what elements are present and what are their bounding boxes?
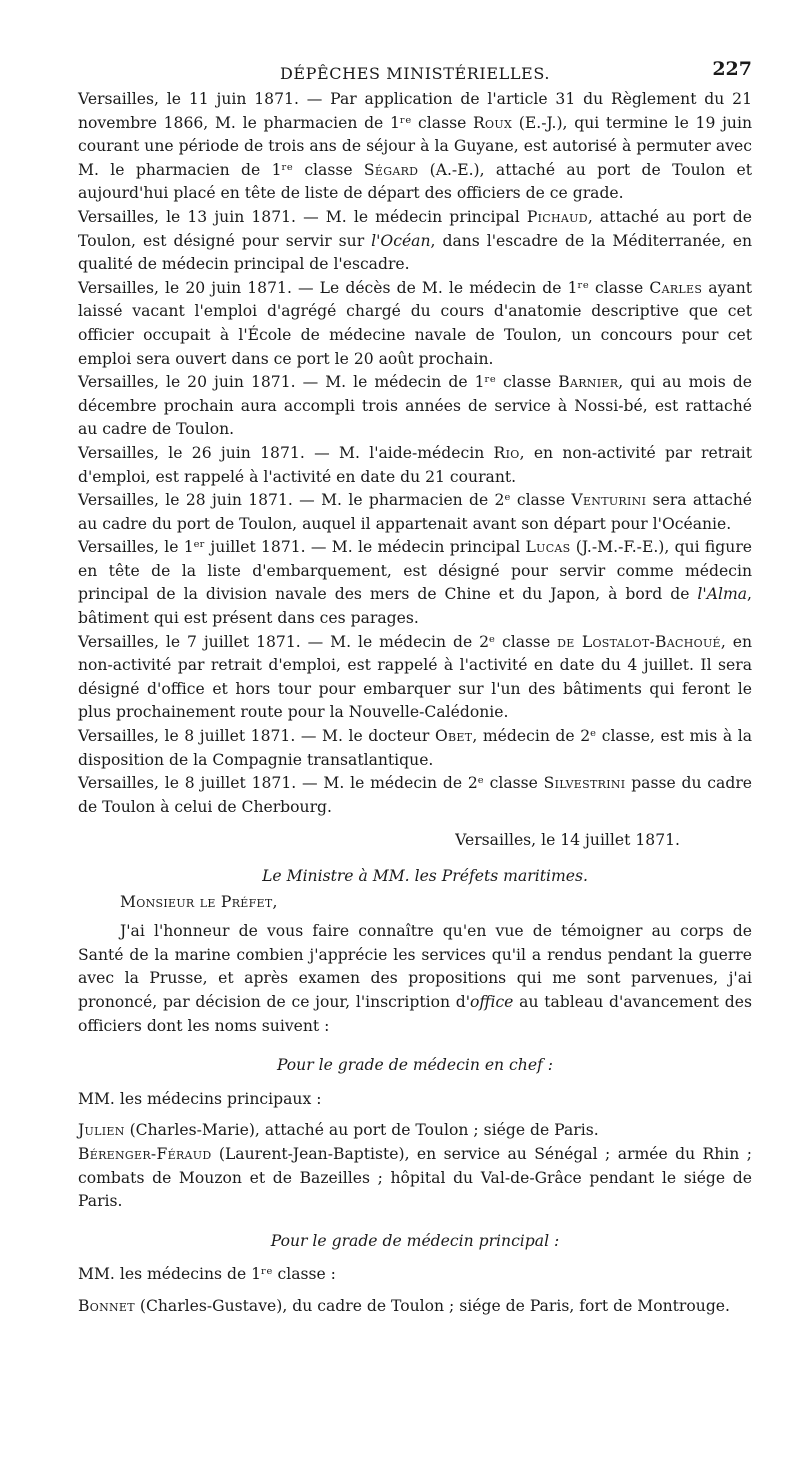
entry-date: Versailles, le 7 juillet 1871. — [78, 632, 301, 651]
entry-name: Barnier — [558, 373, 619, 392]
entry-date: Versailles, le 26 juin 1871. — [78, 443, 305, 462]
entry-text: — M. l'aide-médecin — [314, 443, 494, 462]
entry-name: Lucas — [525, 538, 571, 557]
letter-salutation: Monsieur le Préfet, — [120, 892, 278, 911]
entry-name: Carles — [649, 278, 703, 297]
dispatch-entry — [78, 772, 752, 819]
entry-name: de Lostalot-Bachoué — [557, 632, 721, 651]
officer-name: Bérenger-Féraud — [78, 1144, 212, 1163]
entry-text: — M. le médecin principal — [303, 207, 527, 226]
entry-text: passe du cadre de Toulon à celui de Cherbourg. — [78, 774, 753, 816]
officer-name: Julien — [78, 1121, 125, 1140]
entry-text: , qui au mois de décembre prochain aura accompli trois années de service à Nossi-bé, est rattaché au cadre de Toulon. — [78, 373, 752, 439]
page-header — [78, 58, 752, 88]
entry-date: Versailles, le 13 juin 1871. — [78, 207, 296, 226]
entry-text: — M. le médecin de 1ʳᵉ classe — [302, 373, 559, 392]
entry-text: — Par application de l'article 31 du Règlement du 21 novembre 1866, M. le pharmacien de 1ʳᵉ classe — [78, 90, 752, 132]
officer-name: Bonnet — [78, 1296, 135, 1315]
entry-text: , attaché au port de Toulon, est désigné pour servir sur — [78, 207, 752, 250]
dispatch-entry — [78, 442, 752, 489]
entry-date: Versailles, le 11 juin 1871. — [78, 90, 299, 108]
entry-name: Rio — [493, 443, 520, 462]
entry-text: (A.-E.), attaché au port de Toulon et aujourd'hui placé en tête de liste de départ des officiers de ce grade. — [78, 160, 752, 203]
promotion-item — [78, 1295, 752, 1319]
entry-date: Versailles, le 8 juillet 1871. — [78, 727, 296, 746]
entry-date: Versailles, le 1ᵉʳ juillet 1871. — [78, 538, 306, 557]
entry-text: — M. le médecin principal — [310, 538, 526, 557]
entry-date: Versailles, le 8 juillet 1871. — [78, 774, 297, 793]
entry-name: Silvestrini — [543, 774, 626, 793]
entry-name: Ségard — [363, 160, 419, 179]
promotion-item — [78, 1143, 752, 1214]
page-number: 227 — [712, 58, 752, 80]
officer-details: (Laurent-Jean-Baptiste), en service au Sénégal ; armée du Rhin ; combats de Mouzon et de Bazeilles ; hôpital du Val-de-Grâce pendant le siége de Paris. — [78, 1144, 752, 1211]
dispatch-entry — [78, 631, 752, 725]
entry-text: — M. le médecin de 2ᵉ classe — [302, 774, 544, 793]
section-title: Pour le grade de médecin principal : — [270, 1231, 560, 1250]
entry-text: — M. le médecin de 2ᵉ classe — [307, 632, 558, 651]
entry-date: Versailles, le 20 juin 1871. — [78, 373, 296, 392]
promotion-item — [78, 1119, 752, 1143]
dispatch-entry — [78, 206, 752, 277]
dispatch-entry — [78, 725, 752, 772]
letter-body: J'ai l'honneur de vous faire connaître qu'en vue de témoigner au corps de Santé de la marine combien j'apprécie les services qu'il a rendus pendant la guerre avec la Prusse, et après examen des propositions qui me sont parvenues, j'ai prononcé, par décision de ce jour, l'inscription d'office au tableau d'avancement des officiers dont les noms suivent : — [78, 922, 753, 1035]
section-lead: MM. les médecins principaux : — [78, 1089, 322, 1108]
dispatch-entries — [78, 88, 752, 819]
officer-details: (Charles-Marie), attaché au port de Toulon ; siége de Paris. — [124, 1121, 599, 1140]
entry-text: (E.-J.), qui termine le 19 juin courant une période de trois ans de séjour à la Guyane, est autorisé à permuter avec M. le pharmacien de 1ʳᵉ classe — [78, 113, 752, 179]
entry-name: Venturini — [571, 491, 647, 510]
section-title: Pour le grade de médecin en chef : — [276, 1056, 554, 1075]
entry-name: Roux — [473, 113, 513, 132]
dispatch-entry — [78, 489, 752, 536]
entry-text: ayant laissé vacant l'emploi d'agrégé chargé du cours d'anatomie descriptive que cet officier occupait à l'École de médecine navale de Toulon, un concours pour cet emploi sera ouvert dans ce port le 20 août prochain. — [78, 278, 752, 368]
entry-text: , bâtiment qui est présent dans ces parages. — [78, 585, 752, 628]
entry-text: , dans l'escadre de la Méditerranée, en qualité de médecin principal de l'escadre. — [78, 231, 752, 274]
entry-date: Versailles, le 28 juin 1871. — [78, 491, 293, 510]
entry-text: (J.-M.-F.-E.), qui figure en tête de la liste d'embarquement, est désigné pour servir comme médecin principal de la division navale des mers de Chine et du Japon, à bord de — [78, 538, 753, 604]
section-lead: MM. les médecins de 1ʳᵉ classe : — [78, 1265, 336, 1284]
dispatch-entry — [78, 371, 752, 442]
entry-text: — M. le docteur — [300, 727, 435, 746]
entry-name: l'Alma — [697, 585, 748, 604]
ministerial-letter — [78, 829, 752, 1318]
entry-text: , en non-activité par retrait d'emploi, est rappelé à l'activité en date du 4 juillet. Il sera désigné d'office et hors tour pour embarquer sur l'un des bâtiments qui feront le plus prochainement route pour la Nouvelle-Calédonie. — [78, 632, 753, 722]
dispatch-entry — [78, 88, 752, 206]
entry-text: sera attaché au cadre du port de Toulon, auquel il appartenait avant son départ pour l'Océanie. — [78, 491, 752, 533]
entry-text: , en non-activité par retrait d'emploi, est rappelé à l'activité en date du 21 courant. — [78, 443, 752, 486]
entry-text: — Le décès de M. le médecin de 1ʳᵉ classe — [298, 278, 650, 297]
entry-name: l'Océan — [371, 231, 431, 250]
promotion-sections — [78, 1054, 752, 1318]
entry-name: Pichaud — [526, 207, 588, 226]
letter-date: Versailles, le 14 juillet 1871. — [455, 831, 680, 850]
entry-name: Obet — [434, 727, 473, 746]
running-title: DÉPÊCHES MINISTÉRIELLES. — [279, 64, 551, 83]
dispatch-entry — [78, 536, 752, 630]
entry-text: — M. le pharmacien de 2ᵉ classe — [299, 491, 572, 510]
entry-text: , médecin de 2ᵉ classe, est mis à la disposition de la Compagnie transatlantique. — [78, 727, 753, 769]
entry-date: Versailles, le 20 juin 1871. — [78, 278, 292, 297]
dispatch-entry — [78, 277, 752, 371]
officer-details: (Charles-Gustave), du cadre de Toulon ; siége de Paris, fort de Montrouge. — [134, 1296, 730, 1315]
letter-address: Le Ministre à MM. les Préfets maritimes. — [262, 867, 588, 885]
